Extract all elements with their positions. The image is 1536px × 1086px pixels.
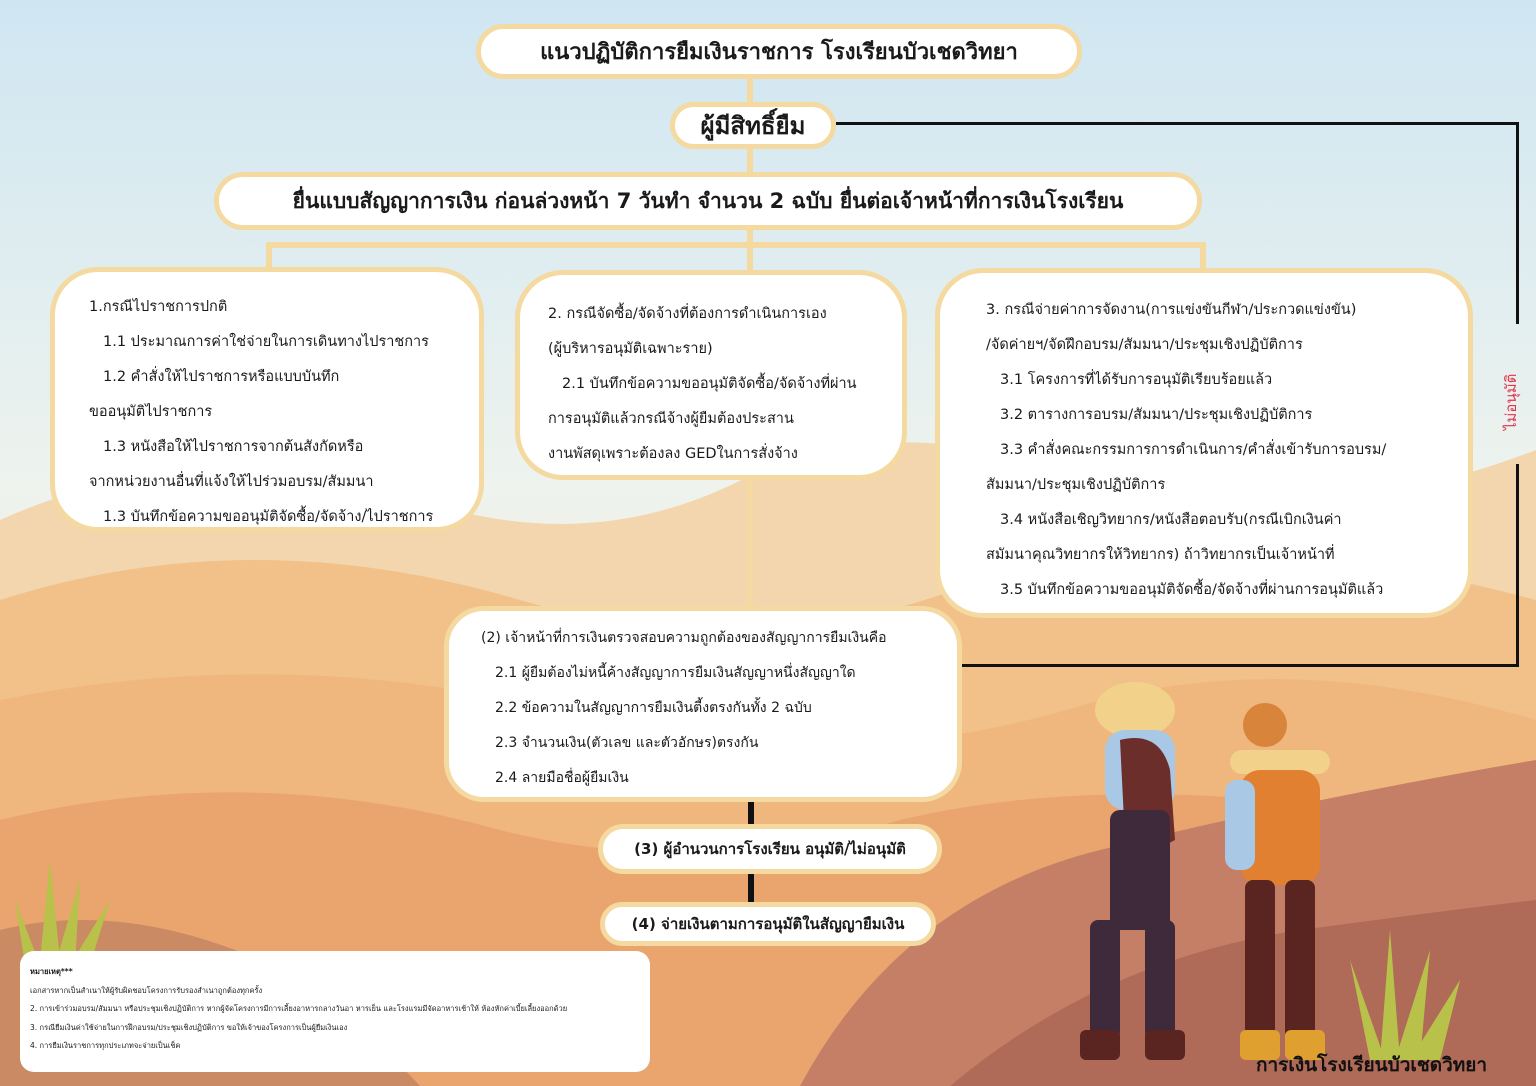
connector-horizontal-branch bbox=[266, 242, 1206, 248]
notes-item-3: 3. กรณียืมเงินค่าใช้จ่ายในการฝึกอบรม/ประชุมเชิงปฏิบัติการ ขอให้เจ้าของโครงการเป็นผู้ยืมเงินเอง bbox=[30, 1022, 348, 1032]
case2-heading-cont: (ผู้บริหารอนุมัติเฉพาะราย) bbox=[548, 341, 713, 357]
case3-item-3-2: 3.2 ตารางการอบรม/สัมมนา/ประชุมเชิงปฏิบัติการ bbox=[1000, 407, 1313, 423]
connector-step3-step4 bbox=[748, 872, 754, 904]
case1-item-1-3: 1.3 หนังสือให้ไปราชการจากต้นสังกัดหรือ bbox=[103, 439, 364, 455]
notes-heading: หมายเหตุ*** bbox=[30, 967, 73, 976]
step2-verification-card bbox=[444, 606, 962, 802]
case3-item-3-1: 3.1 โครงการที่ได้รับการอนุมัติเรียบร้อยแล้ว bbox=[1000, 372, 1273, 388]
case1-heading: 1.กรณีไปราชการปกติ bbox=[89, 299, 228, 315]
not-approved-side-label: ไม่อนุมัติ bbox=[1502, 373, 1520, 431]
notes-box bbox=[20, 951, 650, 1072]
eligible-borrower-box bbox=[670, 102, 836, 149]
submit-contract-text: ยื่นแบบสัญญาการเงิน ก่อนล่วงหน้า 7 วันทำ จำนวน 2 ฉบับ ยื่นต่อเจ้าหน้าที่การเงินโรงเรียน bbox=[292, 188, 1124, 213]
step3-director-approval-box bbox=[598, 824, 942, 874]
step3-text: (3) ผู้อำนวนการโรงเรียน อนุมัติ/ไม่อนุมัติ bbox=[634, 840, 906, 858]
case3-item-3-5: 3.5 บันทึกข้อความขออนุมัติจัดซื้อ/จัดจ้างที่ผ่านการอนุมัติแล้ว bbox=[1000, 582, 1384, 598]
step4-text: (4) จ่ายเงินตามการอนุมัติในสัญญายืมเงิน bbox=[631, 915, 905, 933]
step2-item-2-4: 2.4 ลายมือชื่อผู้ยืมเงิน bbox=[495, 770, 629, 786]
case2-item-2-1: 2.1 บันทึกข้อความขออนุมัติจัดซื้อ/จัดจ้างที่ผ่าน bbox=[562, 376, 857, 392]
case1-item-1-2: 1.2 คำสั่งให้ไปราชการหรือแบบบันทึก bbox=[103, 369, 340, 385]
case3-item-3-4: 3.4 หนังสือเชิญวิทยากร/หนังสือตอบรับ(กรณีเบิกเงินค่า bbox=[1000, 512, 1342, 528]
case1-item-1-1: 1.1 ประมาณการค่าใช่จ่ายในการเดินทางไปราชการ bbox=[103, 334, 429, 350]
case1-normal-travel-card bbox=[50, 267, 484, 532]
case3-item-3-3-cont: สัมมนา/ประชุมเชิงปฏิบัติการ bbox=[986, 477, 1166, 493]
case2-heading: 2. กรณีจัดซื้อ/จัดจ้างที่ต้องการดำเนินการเอง bbox=[548, 306, 827, 322]
case3-item-3-3: 3.3 คำสั่งคณะกรรมการการดำเนินการ/คำสั่งเข้ารับการอบรม/ bbox=[1000, 442, 1387, 458]
case2-item-2-1-cont-a: การอนุมัติแล้วกรณีจ้างผู้ยืมต้องประสาน bbox=[548, 411, 794, 427]
page-title bbox=[476, 24, 1082, 79]
case3-event-expenses-card bbox=[935, 268, 1473, 618]
not-approved-line-bottom bbox=[960, 664, 1519, 667]
step2-item-2-1: 2.1 ผู้ยืมต้องไม่หนี้ค้างสัญญาการยืมเงินสัญญาหนึ่งสัญญาใด bbox=[495, 665, 856, 681]
case3-heading: 3. กรณีจ่ายค่าการจัดงาน(การแข่งขันกีฬา/ประกวดแข่งขัน) bbox=[986, 302, 1357, 318]
page-title-text: แนวปฏิบัติการยืมเงินราชการ โรงเรียนบัวเชดวิทยา bbox=[540, 40, 1018, 65]
connector-step2-step3 bbox=[748, 800, 754, 826]
case2-procurement-card bbox=[515, 270, 907, 480]
eligible-borrower-text: ผู้มีสิทธิ์ยืม bbox=[700, 112, 806, 140]
hikers-illustration bbox=[1050, 670, 1410, 1080]
step2-heading: (2) เจ้าหน้าที่การเงินตรวจสอบความถูกต้องของสัญญาการยืมเงินคือ bbox=[481, 630, 887, 646]
not-approved-line-top bbox=[836, 122, 1519, 125]
not-approved-line-vertical-b bbox=[1516, 464, 1519, 667]
not-approved-line-vertical-a bbox=[1516, 122, 1519, 324]
step2-item-2-2: 2.2 ข้อความในสัญญาการยืมเงินตี้งตรงกันทั้ง 2 ฉบับ bbox=[495, 700, 812, 716]
case1-item-1-3-cont: จากหน่วยงานอื่นที่แจ้งให้ไปร่วมอบรม/สัมมนา bbox=[89, 474, 374, 490]
notes-item-2: 2. การเข้าร่วมอบรม/สัมมนา หรือประชุมเชิงปฏิบัติการ หากผู้จัดโครงการมีการเลี้ยงอาหารกลางวันอา หารเย็น และโรงแรมมีจัดอาหารเช้าให้ ห้องหักค่าเบี้ยเลี้ยงออกด้วย bbox=[30, 1004, 568, 1013]
case3-heading-cont: /จัดค่ายฯ/จัดฝึกอบรม/สัมมนา/ประชุมเชิงปฏิบัติการ bbox=[986, 337, 1303, 353]
case2-item-2-1-cont-b: งานพัสดุเพราะต้องลง GEDในการสั่งจ้าง bbox=[548, 446, 798, 462]
step2-item-2-3: 2.3 จำนวนเงิน(ตัวเลข และตัวอักษร)ตรงกัน bbox=[495, 735, 759, 751]
notes-item-1: เอกสารหากเป็นสำเนาให้ผู้รับผิดชอบโครงการรับรองสำเนาถูกต้องทุกครั้ง bbox=[30, 985, 263, 995]
submit-contract-box bbox=[214, 172, 1202, 230]
notes-item-4: 4. การยืมเงินราชการทุกประเภทจะจ่ายเป็นเช็ค bbox=[30, 1041, 181, 1050]
case1-item-1-2-cont: ขออนุมัติไปราชการ bbox=[89, 404, 213, 420]
step4-payment-box bbox=[600, 902, 936, 946]
footer-school-finance: การเงินโรงเรียนบัวเชดวิทยา bbox=[1256, 1054, 1488, 1076]
case3-item-3-4-cont: สมัมนาคุณวิทยากรให้วิทยากร) ถ้าวิทยากรเป็นเจ้าหน้าที่ bbox=[986, 547, 1335, 563]
case1-item-1-3b: 1.3 บันทึกข้อความขออนุมัติจัดซื้อ/จัดจ้าง/ไปราชการ bbox=[103, 509, 434, 525]
